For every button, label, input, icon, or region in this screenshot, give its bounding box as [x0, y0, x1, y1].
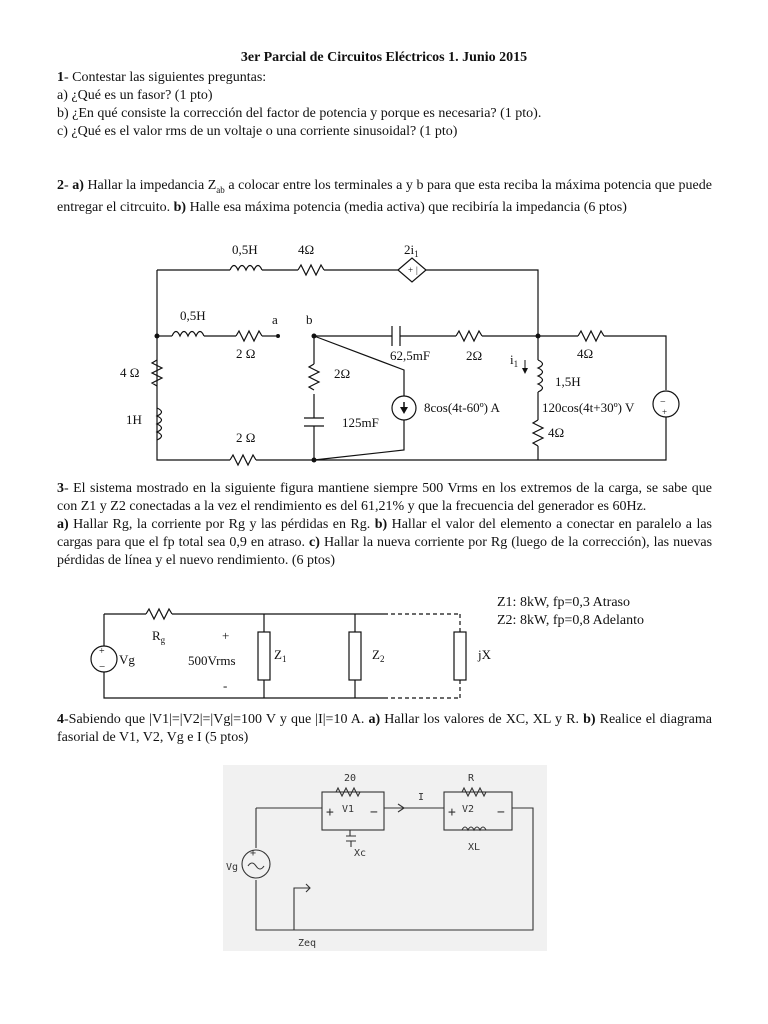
- z2-text: Z: [372, 647, 380, 662]
- q2-number: 2: [57, 178, 64, 193]
- label-vg: Vg: [119, 652, 135, 667]
- q3-b-text: Hallar el valor del elemento a conectar en paralelo a las cargas para que el fp total sea 0,9 en atraso.: [57, 517, 712, 550]
- label-mid-inductor: 0,5H: [180, 308, 206, 323]
- label-r2: 2Ω: [466, 348, 483, 363]
- q4-b-label: b): [583, 712, 596, 727]
- q3-z2-info: Z2: 8kW, fp=0,8 Adelanto: [497, 613, 644, 628]
- z1-text: Z: [274, 647, 282, 662]
- dep-source-text: 2i: [404, 242, 415, 257]
- q3-a-label: a): [57, 517, 69, 532]
- label-l15: 1,5H: [555, 374, 581, 389]
- label-inner-capacitor: 125mF: [342, 415, 379, 430]
- q3-z1-info: Z1: 8kW, fp=0,3 Atraso: [497, 595, 630, 610]
- label-500vrms: 500Vrms: [188, 653, 236, 668]
- dep-source-sub: 1: [414, 249, 419, 259]
- label-minus: -: [223, 678, 228, 693]
- vsrc-plus: +: [662, 407, 668, 417]
- label-left-resistor: 4 Ω: [120, 365, 140, 380]
- label-terminal-a: a: [272, 312, 278, 327]
- q1-intro-text: - Contestar las siguientes preguntas:: [64, 70, 267, 85]
- label-v2: V2: [462, 804, 475, 815]
- q1-item-b: b) ¿En qué consiste la corrección del factor de potencia y porque es necesaria? (1 pto).: [57, 106, 542, 121]
- label-plus: +: [222, 628, 230, 643]
- v1-hand-minus: −: [370, 805, 378, 820]
- label-current-source: 8cos(4t-60º) A: [424, 400, 500, 415]
- q4-b-text: Realice el diagrama fasorial de V1, V2, Vg e I (5 ptos): [57, 712, 713, 745]
- label-vg-hand: Vg: [226, 862, 239, 873]
- vg-minus: −: [99, 661, 106, 673]
- vg-hand-plus: +: [250, 848, 257, 859]
- rg-sub: g: [160, 635, 166, 645]
- dep-source-plus: +: [408, 265, 414, 275]
- q2-dash: -: [64, 178, 73, 193]
- z1-sub: 1: [281, 654, 287, 664]
- q4-text-1: -Sabiendo que |V1|=|V2|=|Vg|=100 V y que |I|=10 A.: [64, 712, 369, 727]
- label-mid-resistor: 2 Ω: [236, 346, 256, 361]
- q3-text: - El sistema mostrado en la siguiente figura mantiene siempre 500 Vrms en los extremos de la carga, se sabe que con Z1 y Z2 conectadas a la vez el rendimiento es del 61,21% y que la frecuencia del generador es 60Hz.: [57, 481, 712, 514]
- q2-a-text-2: a colocar entre los terminales a y b para que esta reciba la máxima potencia que puede entregar el citrcuito.: [57, 178, 712, 215]
- label-r4: 4Ω: [548, 425, 565, 440]
- label-r: R: [468, 773, 475, 784]
- q1-item-a: a) ¿Qué es un fasor? (1 pto): [57, 88, 213, 103]
- label-v1: V1: [342, 804, 355, 815]
- v2-hand-minus: −: [497, 805, 505, 820]
- label-jx: jX: [478, 647, 491, 662]
- q3-c-text: Hallar la nueva corriente por Rg (luego de la corrección), las nuevas pérdidas de línea y el nuevo rendimiento. (6 ptos): [57, 535, 713, 568]
- q2-a-label: a): [72, 178, 84, 193]
- page-title: 3er Parcial de Circuitos Eléctricos 1. Junio 2015: [240, 50, 528, 65]
- q2-a-text-1: Hallar la impedancia Z: [83, 178, 217, 193]
- label-xc: Xc: [354, 848, 367, 859]
- q4-a-label: a): [368, 712, 381, 727]
- q3-number: 3: [57, 481, 64, 496]
- vg-plus: +: [99, 646, 105, 657]
- label-zeq: Zeq: [298, 938, 317, 949]
- q2-zab-sub: ab: [216, 184, 225, 195]
- z2-sub: 2: [379, 654, 385, 664]
- label-i: I: [418, 792, 425, 803]
- label-terminal-b: b: [306, 312, 313, 327]
- label-voltage-source: 120cos(4t+30º) V: [542, 400, 635, 415]
- label-capacitor-625: 62,5mF: [390, 348, 431, 363]
- q3-b-label: b): [374, 517, 388, 532]
- label-inner-resistor: 2Ω: [334, 366, 351, 381]
- label-top-resistor: 4Ω: [298, 242, 315, 257]
- dep-source-minus: |: [416, 265, 418, 275]
- q1-number: 1: [57, 70, 64, 85]
- label-left-inductor: 1H: [126, 412, 142, 427]
- q1-item-c: c) ¿Qué es el valor rms de un voltaje o una corriente sinusoidal? (1 pto): [57, 124, 458, 139]
- label-top-inductor: 0,5H: [232, 242, 258, 257]
- q3-c-label: c): [309, 535, 320, 550]
- vsrc-minus: −: [660, 397, 666, 408]
- label-right-resistor: 4Ω: [577, 346, 594, 361]
- q4-a-text: Hallar los valores de XC, XL y R.: [380, 712, 584, 727]
- q3-a-text: Hallar Rg, la corriente por Rg y las pérdidas en Rg.: [68, 517, 375, 532]
- label-xl: XL: [468, 842, 481, 853]
- v2-hand-plus: +: [448, 805, 456, 820]
- label-r20: 20: [344, 773, 357, 784]
- q4-number: 4: [57, 712, 64, 727]
- q2-b-text: Halle esa máxima potencia (media activa) que recibiría la impedancia (6 ptos): [186, 199, 627, 215]
- i1-sub: 1: [513, 359, 519, 369]
- v1-hand-plus: +: [326, 805, 334, 820]
- label-bottom-resistor: 2 Ω: [236, 430, 256, 445]
- i1-text: i: [510, 352, 514, 367]
- rg-text: R: [152, 628, 161, 643]
- q2-b-label: b): [173, 199, 187, 215]
